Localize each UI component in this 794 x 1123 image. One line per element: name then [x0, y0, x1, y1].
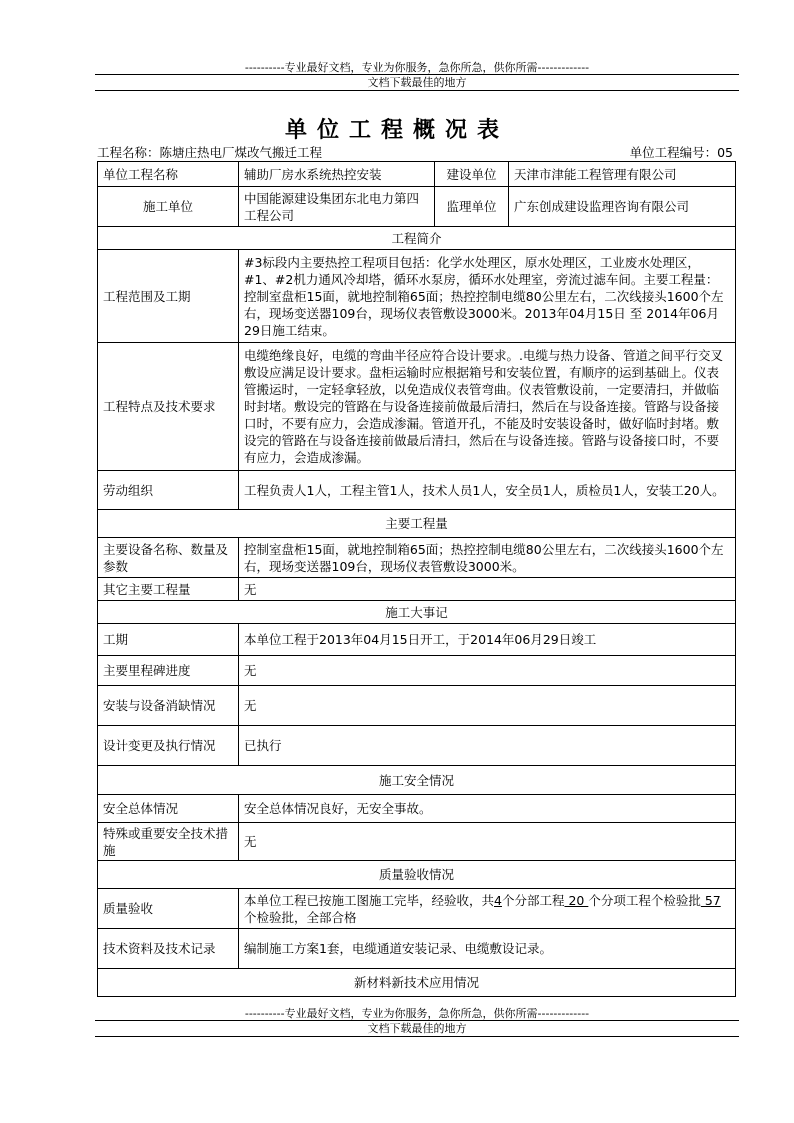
table-row	[98, 343, 736, 471]
section-row	[98, 766, 736, 795]
header-subtitle: 文档下载最佳的地方	[367, 76, 467, 89]
table-row	[98, 162, 736, 187]
quality-count-divisions: 4	[494, 892, 502, 908]
labor-value: 工程负责人1人，工程主管1人，技术人员1人，安全员1人，质检员1人，安装工20人。	[239, 471, 736, 510]
section-row	[98, 227, 736, 250]
section-row	[98, 861, 736, 889]
scope-value: #3标段内主要热控工程项目包括：化学水处理区，原水处理区，工业废水处理区，#1、#2机力通风冷却塔，循环水泵房，循环水处理室，旁流过滤车间。主要工程量：控制室盘柜15面，就地控制箱65面；热控控制电缆80公里左右，二次线接头1600个左右，现场变送器109台，现场仪表管敷设3000米。2013年04月15日 至 2014年06月29日施工结束。	[239, 250, 736, 343]
header-slogan: ----------专业最好文档，专业为你服务，急你所急，供你所需-------------	[244, 61, 590, 74]
quality-text-d: 个检验批，全部合格	[244, 909, 357, 925]
footer-subtitle: 文档下载最佳的地方	[367, 1022, 467, 1035]
milestone-value: 无	[239, 656, 736, 686]
section-safety: 施工安全情况	[98, 766, 736, 795]
labor-label: 劳动组织	[98, 471, 239, 510]
section-events: 施工大事记	[98, 601, 736, 624]
footer-rule-bottom	[95, 1036, 739, 1037]
table-row	[98, 656, 736, 686]
safety-label: 安全总体情况	[98, 795, 239, 823]
shortage-label: 安装与设备消缺情况	[98, 686, 239, 726]
supervisor-label: 监理单位	[435, 187, 509, 227]
features-label: 工程特点及技术要求	[98, 343, 239, 471]
table-row	[98, 929, 736, 969]
docs-value: 编制施工方案1套，电缆通道安装记录、电缆敷设记录。	[239, 929, 736, 969]
period-value: 本单位工程于2013年04月15日开工，于2014年06月29日竣工	[239, 624, 736, 656]
section-intro: 工程简介	[98, 227, 736, 250]
project-name: 工程名称：陈塘庄热电厂煤改气搬迁工程	[97, 145, 323, 160]
meta-row	[97, 143, 737, 159]
unit-name-label: 单位工程名称	[98, 162, 239, 187]
footer-banner	[95, 1007, 739, 1037]
unit-number: 单位工程编号：05	[629, 145, 733, 160]
header-banner	[95, 61, 739, 91]
quality-text-b: 个分部工程	[501, 892, 565, 908]
table-row	[98, 538, 736, 578]
special-safety-label: 特殊或重要安全技术措施	[98, 823, 239, 861]
special-safety-value: 无	[239, 823, 736, 861]
contractor-label: 施工单位	[98, 187, 239, 227]
section-quantity: 主要工程量	[98, 510, 736, 538]
equipment-label: 主要设备名称、数量及参数	[98, 538, 239, 578]
quality-value	[239, 889, 736, 929]
builder-label: 建设单位	[435, 162, 509, 187]
quality-count-subitems: 20	[564, 892, 589, 908]
section-new-tech: 新材料新技术应用情况	[98, 969, 736, 997]
section-row	[98, 601, 736, 624]
quality-text-c: 个分项工程个检验批	[588, 892, 701, 908]
features-value: 电缆绝缘良好，电缆的弯曲半径应符合设计要求。.电缆与热力设备、管道之间平行交叉敷设应满足设计要求。盘柜运输时应根据箱号和安装位置，有顺序的运到基础上。仪表管搬运时，一定轻拿轻放，以免造成仪表管弯曲。仪表管敷设前，一定要清扫，并做临时封堵。敷设完的管路在与设备连接前做最后清扫，然后在与设备连接。管路与设备接口时，不要有应力，会造成渗漏。管道开孔，不能及时安装设备时，做好临时封堵。敷设完的管路在与设备连接前做最后清扫，然后在与设备连接。管路与设备接口时，不要有应力，会造成渗漏。	[239, 343, 736, 471]
builder-value: 天津市津能工程管理有限公司	[509, 162, 736, 187]
section-row	[98, 969, 736, 997]
design-change-value: 已执行	[239, 726, 736, 766]
table-row	[98, 726, 736, 766]
docs-label: 技术资料及技术记录	[98, 929, 239, 969]
other-value: 无	[239, 578, 736, 601]
safety-value: 安全总体情况良好，无安全事故。	[239, 795, 736, 823]
period-label: 工期	[98, 624, 239, 656]
table-row	[98, 686, 736, 726]
quality-label: 质量验收	[98, 889, 239, 929]
quality-text-a: 本单位工程已按施工图施工完毕，经验收，共	[244, 892, 495, 908]
table-row	[98, 578, 736, 601]
footer-slogan: ----------专业最好文档，专业为你服务，急你所急，供你所需-------------	[244, 1007, 590, 1020]
section-row	[98, 510, 736, 538]
shortage-value: 无	[239, 686, 736, 726]
supervisor-value: 广东创成建设监理咨询有限公司	[509, 187, 736, 227]
design-change-label: 设计变更及执行情况	[98, 726, 239, 766]
table-row	[98, 624, 736, 656]
document-title: 单位工程概况表	[284, 117, 509, 143]
table-row	[98, 250, 736, 343]
unit-name-value: 辅助厂房水系统热控安装	[239, 162, 435, 187]
equipment-value: 控制室盘柜15面，就地控制箱65面；热控控制电缆80公里左右，二次线接头1600个左右，现场变送器109台，现场仪表管敷设3000米。	[239, 538, 736, 578]
table-row	[98, 795, 736, 823]
contractor-value: 中国能源建设集团东北电力第四工程公司	[239, 187, 435, 227]
project-overview-table	[97, 161, 736, 997]
table-row	[98, 889, 736, 929]
header-rule-bottom	[95, 90, 739, 91]
quality-count-batches: 57	[700, 892, 721, 908]
section-quality: 质量验收情况	[98, 861, 736, 889]
milestone-label: 主要里程碑进度	[98, 656, 239, 686]
scope-label: 工程范围及工期	[98, 250, 239, 343]
table-row	[98, 471, 736, 510]
table-row	[98, 187, 736, 227]
other-label: 其它主要工程量	[98, 578, 239, 601]
table-row	[98, 823, 736, 861]
